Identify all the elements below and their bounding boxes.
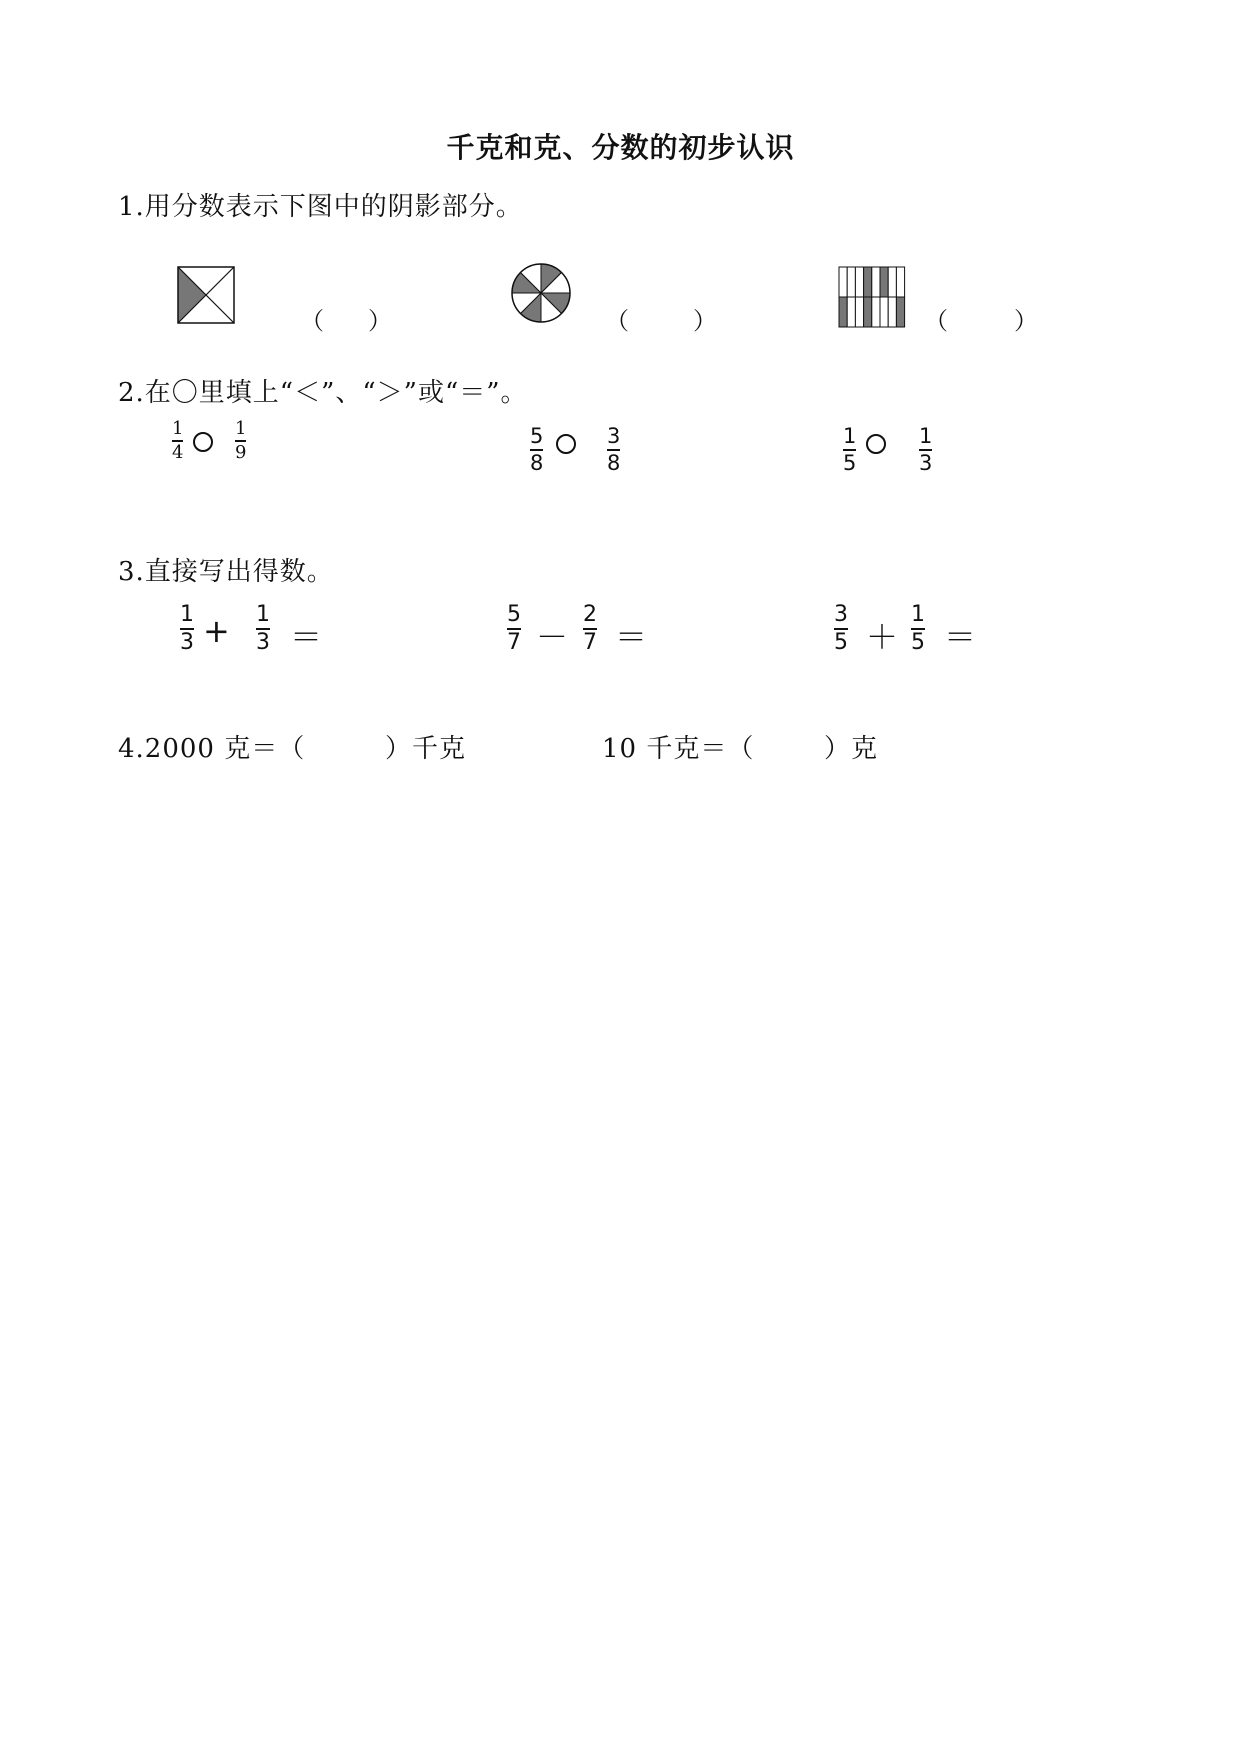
grid-cell — [896, 267, 904, 297]
calc-3-left-fraction — [834, 604, 848, 654]
grid-cell — [847, 297, 855, 327]
calc-1-right-fraction — [256, 604, 270, 654]
plus-operator: ＋ — [866, 618, 899, 656]
grid-bars-figure — [838, 266, 906, 328]
fraction-numerator: 1 — [919, 424, 933, 448]
compare-2-left-fraction — [530, 426, 543, 474]
fraction-denominator: 5 — [843, 450, 857, 475]
question-1-label: 1.用分数表示下图中的阴影部分。 — [118, 192, 523, 222]
compare-3-right-fraction — [919, 426, 932, 474]
grid-cell — [880, 267, 888, 297]
fraction-numerator: 1 — [235, 418, 247, 439]
equals-sign: ＝ — [944, 618, 977, 656]
fraction-numerator: 1 — [172, 418, 184, 439]
compare-1-right-fraction — [235, 420, 246, 462]
fraction-denominator: 5 — [834, 629, 848, 655]
answer-paren-close-2: ） — [693, 307, 717, 335]
square-diagonal-figure — [177, 266, 235, 324]
circle-sectors-figure — [510, 262, 572, 324]
grid-cell — [872, 267, 880, 297]
fraction-denominator: 8 — [530, 450, 544, 475]
plus-operator: + — [203, 612, 230, 650]
fraction-denominator: 7 — [583, 629, 597, 655]
grid-cell — [872, 297, 880, 327]
fraction-denominator: 4 — [172, 441, 184, 463]
fraction-numerator: 3 — [607, 424, 621, 448]
fraction-denominator: 8 — [607, 450, 621, 475]
calc-2-left-fraction — [507, 604, 521, 654]
compare-circle-1[interactable] — [193, 432, 213, 452]
answer-paren-open-3: （ — [924, 307, 948, 335]
fraction-denominator: 3 — [919, 450, 933, 475]
fraction-denominator: 3 — [180, 629, 194, 655]
question-4-part-2-suffix: ）克 — [824, 734, 879, 764]
equals-sign: ＝ — [615, 618, 648, 656]
fraction-numerator: 5 — [507, 602, 521, 627]
fraction-numerator: 3 — [834, 602, 848, 627]
fraction-numerator: 1 — [180, 602, 194, 627]
question-4-part-2-prefix: 10 千克＝（ — [602, 734, 755, 764]
grid-cell — [888, 297, 896, 327]
compare-circle-3[interactable] — [866, 434, 886, 454]
fraction-numerator: 1 — [843, 424, 857, 448]
fraction-numerator: 1 — [256, 602, 270, 627]
fraction-numerator: 2 — [583, 602, 597, 627]
fraction-denominator: 5 — [911, 629, 925, 655]
calc-2-right-fraction — [583, 604, 597, 654]
compare-1-left-fraction — [172, 420, 183, 462]
answer-paren-close-3: ） — [1014, 307, 1038, 335]
fraction-denominator: 7 — [507, 629, 521, 655]
grid-cell — [839, 267, 847, 297]
grid-cell — [839, 297, 847, 327]
grid-cell — [855, 297, 863, 327]
question-4-part-1-suffix: ）千克 — [385, 734, 467, 764]
answer-paren-open-2: （ — [605, 307, 629, 335]
page-title: 千克和克、分数的初步认识 — [446, 131, 795, 164]
compare-2-right-fraction — [607, 426, 620, 474]
fraction-numerator: 1 — [911, 602, 925, 627]
answer-paren-close-1: ） — [368, 307, 392, 335]
grid-cell — [847, 267, 855, 297]
fraction-denominator: 9 — [235, 441, 247, 463]
equals-sign: ＝ — [290, 618, 323, 656]
question-2-label: 2.在〇里填上“＜”、“＞”或“＝”。 — [118, 378, 528, 408]
compare-circle-2[interactable] — [556, 434, 576, 454]
question-3-label: 3.直接写出得数。 — [118, 557, 334, 587]
grid-cell — [888, 267, 896, 297]
calc-3-right-fraction — [911, 604, 925, 654]
grid-cell — [864, 267, 872, 297]
compare-3-left-fraction — [843, 426, 856, 474]
grid-cell — [880, 297, 888, 327]
question-4-part-1-prefix: 4.2000 克＝（ — [118, 734, 306, 764]
fraction-denominator: 3 — [256, 629, 270, 655]
grid-cell — [896, 297, 904, 327]
answer-paren-open-1: （ — [300, 307, 324, 335]
minus-operator: － — [536, 618, 569, 656]
grid-cell — [855, 267, 863, 297]
fraction-numerator: 5 — [530, 424, 544, 448]
grid-cell — [864, 297, 872, 327]
calc-1-left-fraction — [180, 604, 194, 654]
